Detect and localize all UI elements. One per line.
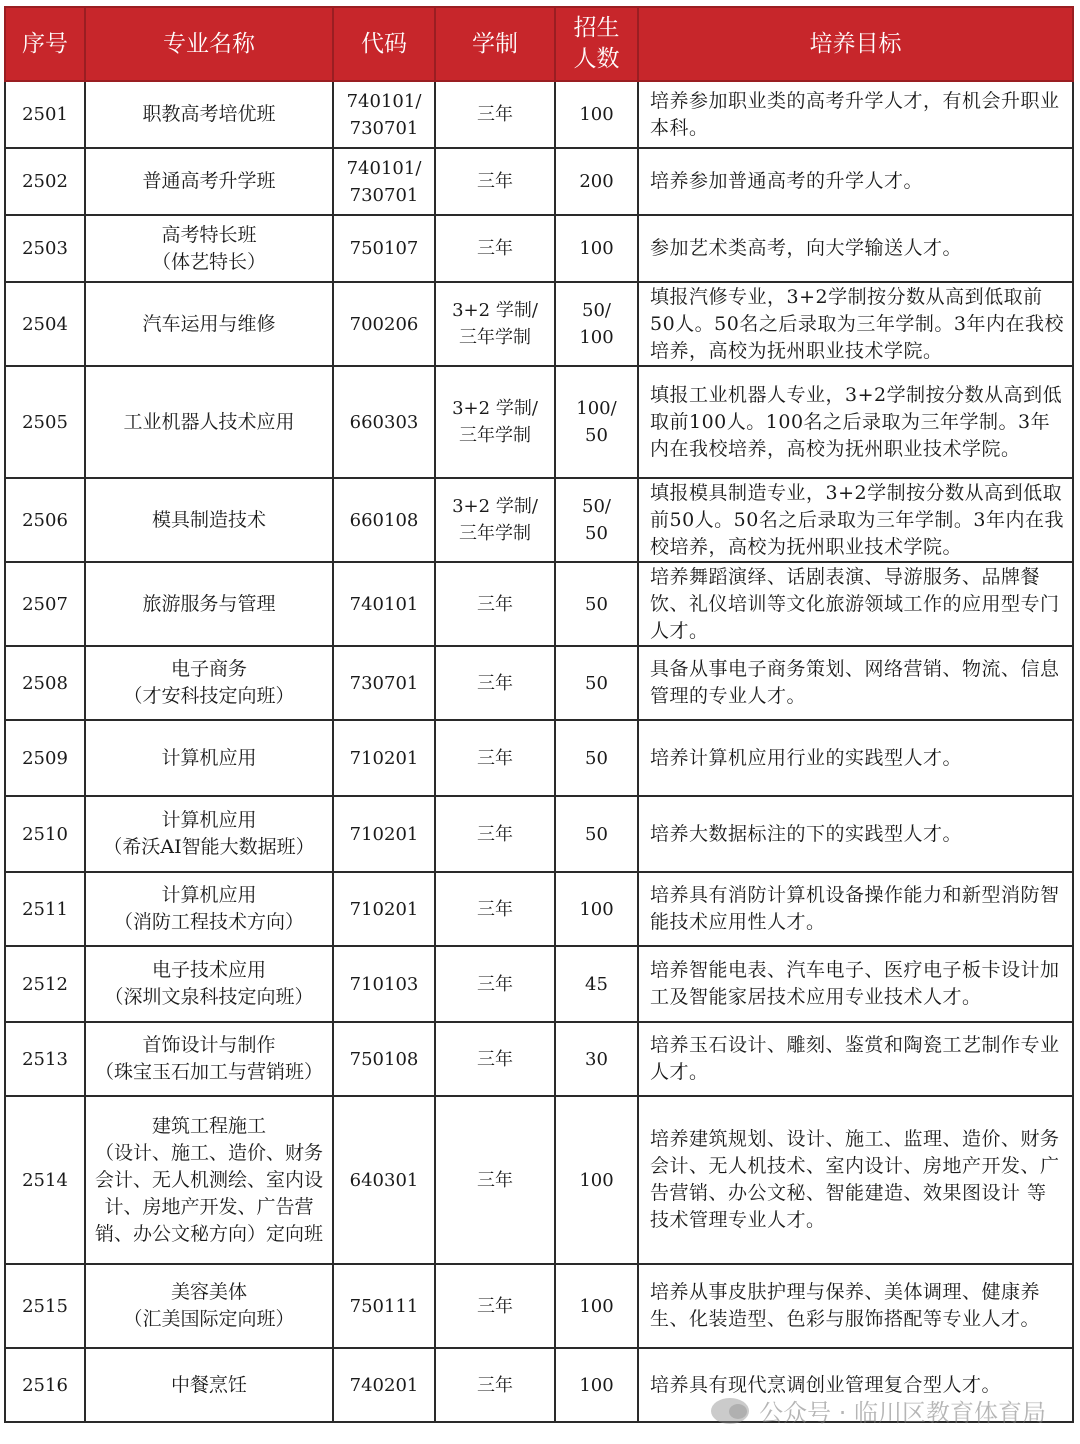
cell-goal: 培养具有消防计算机设备操作能力和新型消防智能技术应用性人才。 xyxy=(638,872,1073,946)
cell-goal: 培养参加职业类的高考升学人才，有机会升职业本科。 xyxy=(638,81,1073,148)
header-goal: 培养目标 xyxy=(638,7,1073,81)
table-row xyxy=(5,1264,1073,1348)
cell-major: 旅游服务与管理 xyxy=(85,562,333,646)
cell-seq: 2511 xyxy=(5,872,85,946)
watermark xyxy=(711,1393,1046,1428)
cell-goal: 培养建筑规划、设计、施工、监理、造价、财务会计、无人机技术、室内设计、房地产开发、广告营销、办公文秘、智能建造、效果图设计 等技术管理专业人才。 xyxy=(638,1096,1073,1264)
cell-code: 740101/ 730701 xyxy=(333,81,435,148)
cell-seq: 2507 xyxy=(5,562,85,646)
cell-system: 3+2 学制/ 三年学制 xyxy=(435,282,555,366)
cell-seq: 2510 xyxy=(5,796,85,872)
cell-seq: 2501 xyxy=(5,81,85,148)
wechat-icon xyxy=(711,1398,749,1424)
cell-seq: 2505 xyxy=(5,366,85,478)
cell-major: 美容美体 （汇美国际定向班） xyxy=(85,1264,333,1348)
cell-system: 三年 xyxy=(435,81,555,148)
cell-code: 640301 xyxy=(333,1096,435,1264)
table-row xyxy=(5,478,1073,562)
cell-code: 730701 xyxy=(333,646,435,720)
cell-goal: 培养舞蹈演绎、话剧表演、导游服务、品牌餐饮、礼仪培训等文化旅游领域工作的应用型专门人才。 xyxy=(638,562,1073,646)
header-row xyxy=(5,7,1073,81)
cell-goal: 培养从事皮肤护理与保养、美体调理、健康养生、化装造型、色彩与服饰搭配等专业人才。 xyxy=(638,1264,1073,1348)
cell-system: 3+2 学制/ 三年学制 xyxy=(435,366,555,478)
cell-major: 首饰设计与制作 （珠宝玉石加工与营销班） xyxy=(85,1022,333,1096)
table-row xyxy=(5,366,1073,478)
cell-goal: 培养参加普通高考的升学人才。 xyxy=(638,148,1073,215)
cell-seq: 2516 xyxy=(5,1348,85,1422)
cell-count: 50/ 100 xyxy=(555,282,638,366)
cell-count: 50/ 50 xyxy=(555,478,638,562)
cell-seq: 2504 xyxy=(5,282,85,366)
cell-count: 50 xyxy=(555,562,638,646)
cell-code: 750107 xyxy=(333,215,435,282)
cell-goal: 填报汽修专业，3+2学制按分数从高到低取前50人。50名之后录取为三年学制。3年内在我校培养，高校为抚州职业技术学院。 xyxy=(638,282,1073,366)
cell-count: 100 xyxy=(555,1348,638,1422)
cell-code: 740101 xyxy=(333,562,435,646)
cell-major: 中餐烹饪 xyxy=(85,1348,333,1422)
cell-system: 3+2 学制/ 三年学制 xyxy=(435,478,555,562)
cell-seq: 2509 xyxy=(5,720,85,796)
cell-seq: 2515 xyxy=(5,1264,85,1348)
table-row xyxy=(5,282,1073,366)
cell-goal: 培养具有现代烹调创业管理复合型人才。 xyxy=(638,1348,1073,1422)
cell-code: 750108 xyxy=(333,1022,435,1096)
cell-system: 三年 xyxy=(435,148,555,215)
cell-goal: 培养计算机应用行业的实践型人才。 xyxy=(638,720,1073,796)
cell-count: 50 xyxy=(555,796,638,872)
cell-count: 30 xyxy=(555,1022,638,1096)
cell-system: 三年 xyxy=(435,1264,555,1348)
cell-major: 高考特长班 （体艺特长） xyxy=(85,215,333,282)
cell-count: 100 xyxy=(555,1096,638,1264)
table-row xyxy=(5,215,1073,282)
cell-count: 100/ 50 xyxy=(555,366,638,478)
cell-seq: 2513 xyxy=(5,1022,85,1096)
table-row xyxy=(5,946,1073,1022)
cell-seq: 2506 xyxy=(5,478,85,562)
cell-seq: 2508 xyxy=(5,646,85,720)
cell-major: 计算机应用 （希沃AI智能大数据班） xyxy=(85,796,333,872)
table-row xyxy=(5,720,1073,796)
cell-system: 三年 xyxy=(435,796,555,872)
cell-major: 汽车运用与维修 xyxy=(85,282,333,366)
cell-count: 100 xyxy=(555,872,638,946)
cell-count: 200 xyxy=(555,148,638,215)
cell-major: 职教高考培优班 xyxy=(85,81,333,148)
cell-goal: 具备从事电子商务策划、网络营销、物流、信息管理的专业人才。 xyxy=(638,646,1073,720)
cell-major: 计算机应用 xyxy=(85,720,333,796)
cell-system: 三年 xyxy=(435,946,555,1022)
cell-goal: 填报模具制造专业，3+2学制按分数从高到低取前50人。50名之后录取为三年学制。3年内在我校培养，高校为抚州职业技术学院。 xyxy=(638,478,1073,562)
cell-system: 三年 xyxy=(435,720,555,796)
cell-count: 100 xyxy=(555,81,638,148)
header-count: 招生 人数 xyxy=(555,7,638,81)
cell-code: 750111 xyxy=(333,1264,435,1348)
header-seq: 序号 xyxy=(5,7,85,81)
cell-major: 建筑工程施工 （设计、施工、造价、财务会计、无人机测绘、室内设计、房地产开发、广告营销、办公文秘方向）定向班 xyxy=(85,1096,333,1264)
cell-goal: 培养智能电表、汽车电子、医疗电子板卡设计加工及智能家居技术应用专业技术人才。 xyxy=(638,946,1073,1022)
cell-seq: 2514 xyxy=(5,1096,85,1264)
cell-count: 50 xyxy=(555,646,638,720)
cell-major: 普通高考升学班 xyxy=(85,148,333,215)
cell-system: 三年 xyxy=(435,1348,555,1422)
cell-code: 660108 xyxy=(333,478,435,562)
cell-goal: 参加艺术类高考，向大学输送人才。 xyxy=(638,215,1073,282)
cell-system: 三年 xyxy=(435,646,555,720)
cell-count: 50 xyxy=(555,720,638,796)
cell-count: 100 xyxy=(555,215,638,282)
cell-code: 740201 xyxy=(333,1348,435,1422)
table-row xyxy=(5,562,1073,646)
cell-system: 三年 xyxy=(435,1096,555,1264)
table-row xyxy=(5,1022,1073,1096)
table-row xyxy=(5,872,1073,946)
cell-count: 100 xyxy=(555,1264,638,1348)
cell-code: 710201 xyxy=(333,720,435,796)
table-row xyxy=(5,1096,1073,1264)
cell-seq: 2502 xyxy=(5,148,85,215)
cell-system: 三年 xyxy=(435,872,555,946)
cell-code: 710201 xyxy=(333,796,435,872)
cell-system: 三年 xyxy=(435,215,555,282)
cell-system: 三年 xyxy=(435,1022,555,1096)
table-row xyxy=(5,646,1073,720)
watermark-text: 公众号 · 临川区教育体育局 xyxy=(759,1399,1046,1427)
header-system: 学制 xyxy=(435,7,555,81)
cell-code: 660303 xyxy=(333,366,435,478)
table-row xyxy=(5,796,1073,872)
cell-major: 计算机应用 （消防工程技术方向） xyxy=(85,872,333,946)
cell-seq: 2503 xyxy=(5,215,85,282)
enrollment-table xyxy=(4,6,1074,1423)
cell-system: 三年 xyxy=(435,562,555,646)
cell-code: 740101/ 730701 xyxy=(333,148,435,215)
cell-goal: 填报工业机器人专业，3+2学制按分数从高到低取前100人。100名之后录取为三年学制。3年内在我校培养，高校为抚州职业技术学院。 xyxy=(638,366,1073,478)
cell-major: 工业机器人技术应用 xyxy=(85,366,333,478)
header-code: 代码 xyxy=(333,7,435,81)
header-major: 专业名称 xyxy=(85,7,333,81)
cell-major: 电子技术应用 （深圳文泉科技定向班） xyxy=(85,946,333,1022)
cell-count: 45 xyxy=(555,946,638,1022)
cell-code: 700206 xyxy=(333,282,435,366)
cell-major: 模具制造技术 xyxy=(85,478,333,562)
table-row xyxy=(5,81,1073,148)
cell-goal: 培养玉石设计、雕刻、鉴赏和陶瓷工艺制作专业人才。 xyxy=(638,1022,1073,1096)
cell-code: 710201 xyxy=(333,872,435,946)
cell-major: 电子商务 （才安科技定向班） xyxy=(85,646,333,720)
cell-seq: 2512 xyxy=(5,946,85,1022)
table-row xyxy=(5,148,1073,215)
cell-code: 710103 xyxy=(333,946,435,1022)
cell-goal: 培养大数据标注的下的实践型人才。 xyxy=(638,796,1073,872)
